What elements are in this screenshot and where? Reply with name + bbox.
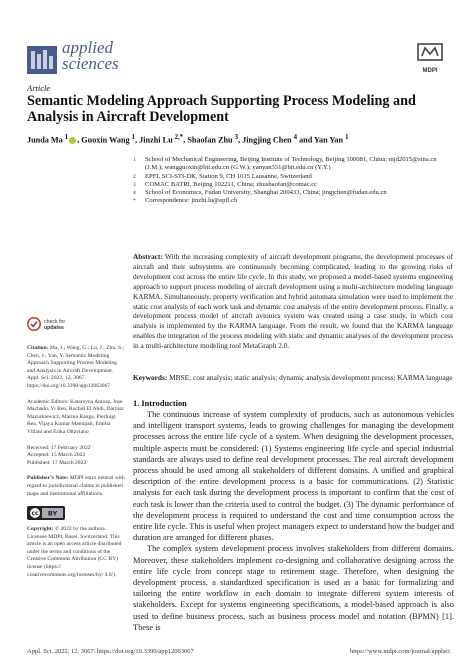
copyright-label: Copyright:: [27, 526, 54, 533]
publisher-note-text: MDPI stays neutral with regard to jurisdictional claims in published maps and institutional affiliations.: [27, 475, 125, 497]
author-sup: 1: [64, 134, 69, 141]
paragraph: The complex system development process involves stakeholders from different domains. Moreover, these stakeholders implement co-designing and collaborative designing across the entire life cycle from concept stage to retirement stage. Therefore, when designing the development process, a standardized specification is used as a basic for formalizing and tailoring the entire workflow in each domain to integrate different system interests of stakeholders. Except for systems engineering specifications, a model-based approach is also used to define business process, such as business process model and notation (BPMN) [1]. These is: [133, 544, 454, 632]
citation-text[interactable]: Ma, J.; Wang, G.; Lu, J.; Zhu, S.; Chen, J.; Yan, Y. Semantic Modeling Approach Supporting Process Modeling and Analysis in Aircraft Development. Appl. Sci. 2022, 12, 3067. https://doi.org/10.3390/app12063067: [27, 345, 125, 389]
author-list: Junda Ma $^1$ , Guoxin Wang $^1$, Jinzhi Lu $^{2,*}$, Shaofan Zhu $^3$, Jingjing Chen $^4$ and Yan Yan $^1$: [27, 134, 349, 145]
author: Guoxin Wang: [81, 135, 130, 145]
publisher-note: [27, 475, 125, 498]
abstract-label: Abstract:: [133, 252, 163, 261]
publisher-note-label: Publisher’s Note:: [27, 475, 69, 482]
author: Junda Ma: [27, 135, 63, 145]
journal-name-line1: applied: [62, 38, 113, 57]
publisher-label: MDPI: [422, 68, 438, 74]
academic-editors: Academic Editors: Katarzyna Antosz, Jose Machado, Yi Ren, Rochdi El Abdi, Dariusz Mazurkiewicz, Marina Ranga, Pierluigi Rea, Vijaya Kumar Manupati, Emilia Villani and Erika Ottaviano: [27, 398, 124, 435]
sidebar: [27, 345, 125, 587]
journal-books-icon: [27, 46, 57, 74]
affiliation: 2 EPFL SCI-STI-DK, Station 9, CH 1015 Lausanne, Switzerland: [133, 172, 312, 180]
affiliation: 3 COMAC BATRI, Beijing 102211, China; zhushaofan@comac.cc: [133, 180, 318, 188]
keywords-label: Keywords:: [133, 373, 168, 382]
author-sup: 1: [131, 134, 136, 141]
author-sup: 4: [293, 134, 298, 141]
affiliation: 1 School of Mechanical Engineering, Beijing Institute of Technology, Beijing 100081, China; mjd2015@sina.cn (J.M.); wangguoxin@bit.edu.cn (G.W.); yanyan331@bit.edu.cn (Y.Y.): [133, 156, 437, 172]
article-type: Article: [27, 83, 51, 93]
author: Jingjing Chen: [242, 135, 292, 145]
keywords: [133, 373, 453, 383]
author: Yan Yan: [314, 135, 344, 145]
affiliation: 4 School of Economics, Fudan University, Shanghai 200433, China; jingjchen@fudan.edu.cn: [133, 189, 387, 197]
footer-journal-url[interactable]: https://www.mdpi.com/journal/applsci: [350, 648, 450, 655]
copyright-text: © 2022 by the authors. Licensee MDPI, Basel, Switzerland. This article is an open access article distributed under the terms and conditions of the Creative Commons Attribution (CC BY) license (https:// creativecommons.org/licenses/by/ 4.0/).: [27, 526, 122, 578]
check-for-updates-label[interactable]: check for updates: [44, 319, 66, 331]
cc-by-license-icon[interactable]: [27, 506, 65, 520]
paragraph: The continuous increase of system complexity of products, such as autonomous vehicles and intelligent transport systems, leads to growing challenges for managing the development processes across the entire life cycle of a system. When designing the development processes, multiple aspects must be considered: (1) Systems engineering life cycle and special industrial standards are always used to define real development processes. The real aircraft development process should be used among all stakeholders of different domains. A unified and graphical description of the entire development process is a basic for communications. (2) Statistic analysis for each task during the development process is important to confirm that the cost of each task is lower than the criteria used to control the budget. (3) The dynamic performance of the development process is required to understand the cost and time consumption across the entire life cycle. This is useful when project managers expect to understand how the budget and duration are arranged for different phases.: [133, 410, 454, 543]
dates: [27, 445, 125, 468]
article-title: Semantic Modeling Approach Supporting Process Modeling and Analysis in Aircraft Development: [27, 93, 416, 125]
citation-block: [27, 345, 125, 391]
received-date: Received: 17 February 2022: [27, 444, 91, 451]
author: Shaofan Zhu: [187, 135, 233, 145]
orcid-icon[interactable]: [69, 137, 76, 144]
section-heading: 1. Introduction: [133, 399, 187, 408]
keywords-text: MBSE; cost analysis; static analysis; dynamic analysis development process; KARMA language: [169, 373, 453, 382]
author-sup: 1: [345, 134, 349, 141]
check-for-updates-icon[interactable]: [27, 317, 41, 331]
copyright-block: [27, 526, 125, 579]
footer-citation: Appl. Sci. 2022, 12, 3067. https://doi.org/10.3390/app12063067: [27, 648, 194, 655]
citation-label: Citation:: [27, 345, 49, 351]
svg-text:cc: cc: [31, 510, 39, 518]
accepted-date: Accepted: 15 March 2022: [27, 452, 86, 459]
abstract: [133, 252, 453, 351]
svg-text:BY: BY: [47, 509, 58, 518]
affiliations: [133, 156, 453, 206]
journal-name-line2: sciences: [62, 54, 119, 73]
section-body: [133, 409, 454, 633]
author-sup: 3: [234, 134, 239, 141]
journal-name: [62, 40, 119, 72]
mdpi-logo-icon: [413, 42, 447, 66]
abstract-text: With the increasing complexity of aircraft development programs, the development processes of aircraft and their subsystems are continuously becoming complicated, leading to the growing risks of development cost across the entire life cycle. In this study, we proposed a model-based systems engineering approach to support process modeling of aircraft development using a multi-architecture modeling language KARMA. Simultaneously, property verification and hybrid automata simulation were used to implement the static cost analysis of each work task and dynamic cost analysis of the entire development process. Finally, a development process model of aircraft avionics system was created using a case study, in which cost analysis is implemented by the KARMA language. From the result, we found that the KARMA language enables the integration of the process modeling with static and dynamic analyses of the development process in a multi-architecture modeling tool MetaGraph 2.0.: [133, 252, 453, 351]
published-date: Published: 17 March 2022: [27, 459, 87, 466]
author-sup: 2,*: [174, 134, 184, 141]
author: Jinzhi Lu: [139, 135, 173, 145]
affiliation-correspondence: * Correspondence: jinzhi.lu@epfl.ch: [133, 197, 238, 205]
